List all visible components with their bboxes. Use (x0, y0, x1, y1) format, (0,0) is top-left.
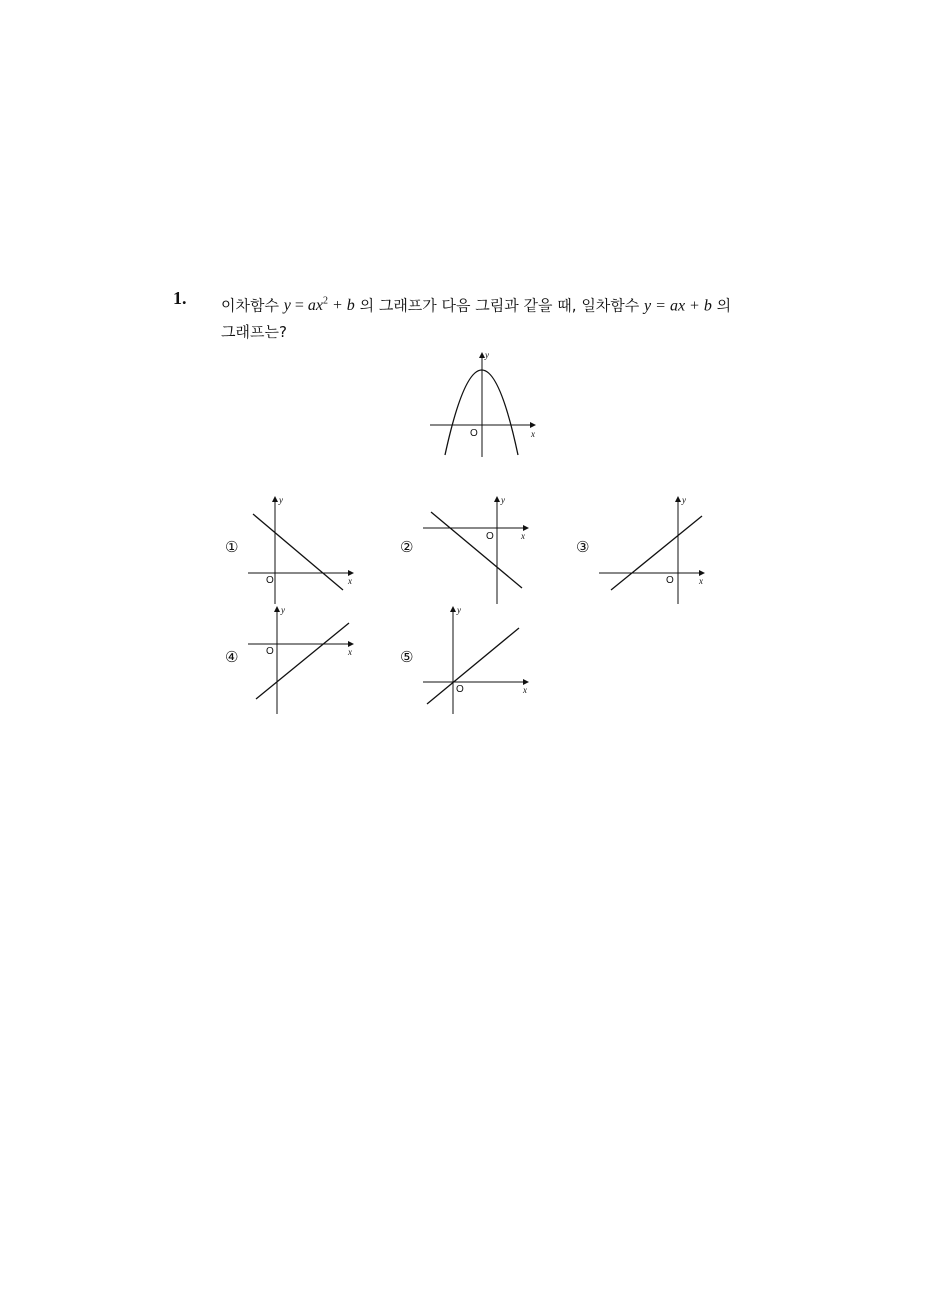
choice-2-mark[interactable]: ② (400, 538, 414, 556)
question-number: 1. (173, 288, 187, 308)
origin-label: O (266, 575, 274, 586)
x-axis-label: x (521, 531, 525, 541)
x-axis-label: x (699, 576, 703, 586)
y-axis-label: y (501, 495, 505, 505)
eq1-exponent: 2 (323, 296, 328, 307)
x-axis-label: x (531, 429, 535, 439)
y-axis-label: y (485, 350, 489, 360)
choice-3-graph[interactable] (596, 492, 711, 607)
origin-label: O (456, 684, 464, 695)
choice-4-mark[interactable]: ④ (225, 648, 239, 666)
main-parabola-figure (425, 345, 545, 465)
equation-quadratic (284, 297, 355, 314)
origin-label: O (666, 575, 674, 586)
y-axis-label: y (682, 495, 686, 505)
choice-1-mark[interactable]: ① (225, 538, 239, 556)
choice-2-graph[interactable] (420, 492, 535, 607)
choice-line (256, 623, 349, 699)
eq1-lhs: y (283, 297, 291, 315)
origin-label: O (266, 646, 274, 657)
eq1-ax: ax (307, 297, 323, 315)
choice-5-mark[interactable]: ⑤ (400, 648, 414, 666)
origin-label: O (486, 531, 494, 542)
x-axis-label: x (523, 685, 527, 695)
question-line2: 그래프는? (221, 323, 287, 342)
y-axis-label: y (457, 605, 461, 615)
eq1-rest: + b (328, 297, 355, 315)
y-axis-label: y (279, 495, 283, 505)
choice-4-graph[interactable] (245, 602, 360, 717)
question-middle: 의 그래프가 다음 그림과 같을 때, 일차함수 (354, 296, 645, 315)
choice-line (611, 516, 702, 590)
question-end: 의 (711, 296, 732, 315)
x-axis-label: x (348, 647, 352, 657)
eq1-equals: = (290, 297, 308, 315)
question-intro: 이차함수 (221, 296, 279, 315)
origin-label: O (470, 428, 478, 439)
question-text (221, 289, 761, 345)
choice-3-mark[interactable]: ③ (576, 538, 590, 556)
choice-line (427, 628, 519, 704)
choice-line (431, 512, 522, 588)
choice-1-graph[interactable] (245, 492, 360, 607)
equation-linear: y = ax + b (644, 297, 712, 315)
x-axis-label: x (348, 576, 352, 586)
choice-5-graph[interactable] (420, 602, 535, 717)
y-axis-label: y (281, 605, 285, 615)
